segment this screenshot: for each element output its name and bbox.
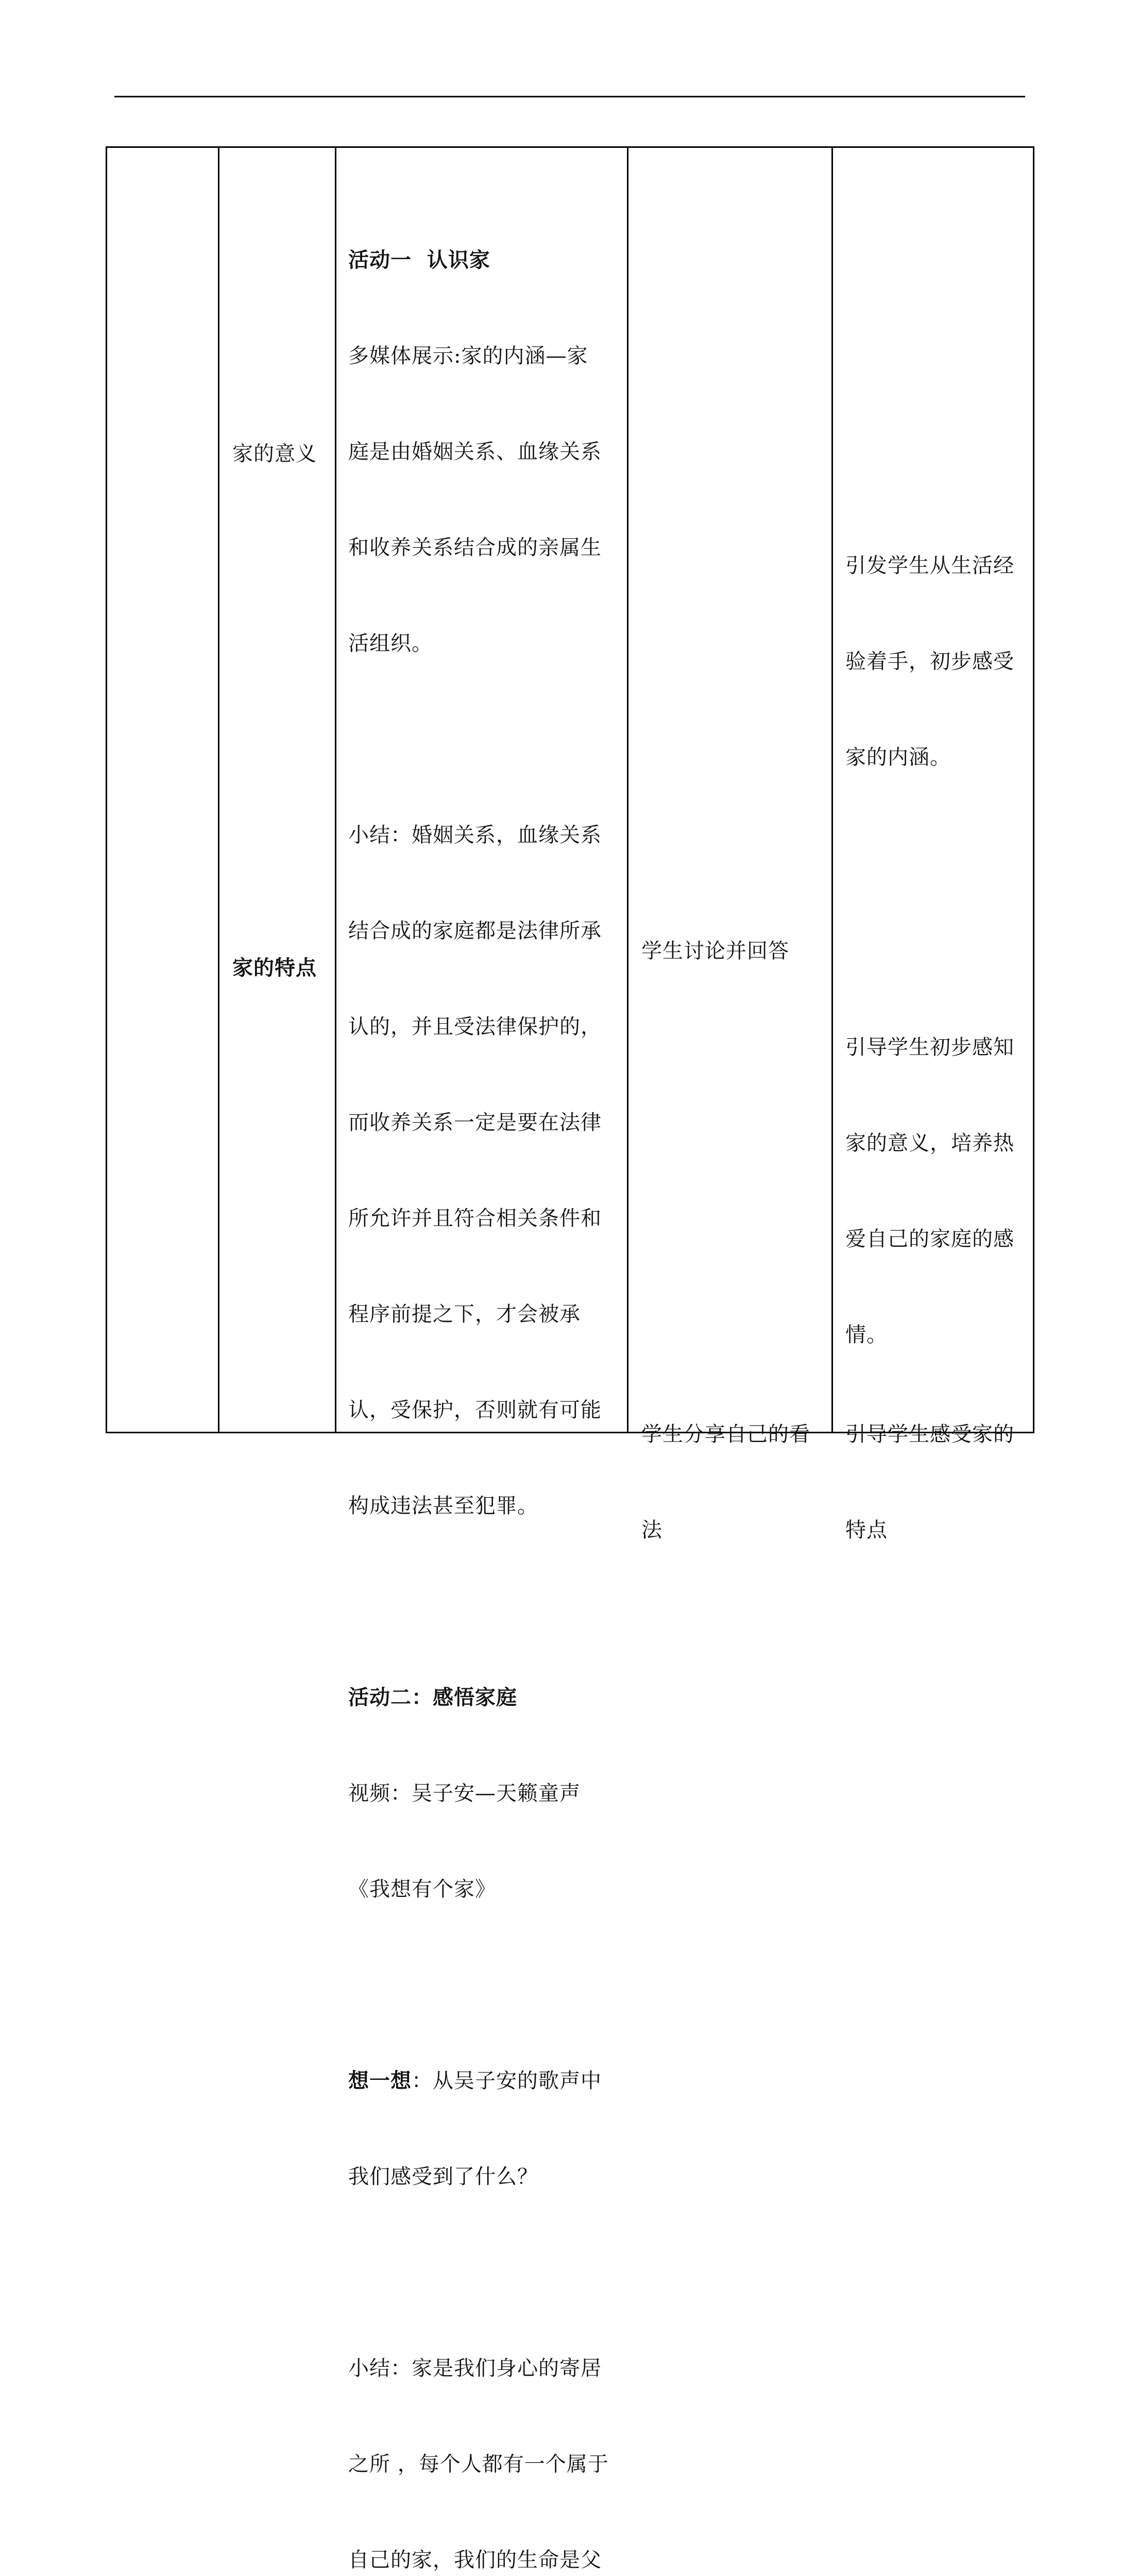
intent-one-line: 引发学生从生活经 [845, 554, 1014, 578]
activity-two-summary-line: 自己的家，我们的生命是父 [348, 2548, 602, 2572]
intent-one [845, 486, 1014, 837]
student-share-line: 学生分享自己的看 [641, 1422, 810, 1446]
student-share [641, 1354, 810, 1610]
intent-two-line: 情。 [845, 1323, 888, 1347]
activity-two-summary-line: 小结：家是我们身心的寄居 [348, 2357, 602, 2380]
column-divider-4 [831, 148, 833, 1432]
activity-two-summary-line: 之所 ，每个人都有一个属于 [348, 2452, 609, 2476]
student-discussion: 学生讨论并回答 [641, 939, 789, 963]
topic-features: 家的特点 [232, 956, 317, 980]
activity-one-summary-line: 程序前提之下，才会被承 [348, 1302, 581, 1326]
activity-one-summary-line: 构成违法甚至犯罪。 [348, 1494, 538, 1518]
think-question-text: ：从吴子安的歌声中 [412, 2069, 602, 2093]
lesson-plan-table [106, 146, 1034, 2572]
intent-one-line: 验着手，初步感受 [845, 650, 1014, 673]
activity-one-summary-line: 所允许并且符合相关条件和 [348, 1207, 602, 1230]
think-label: 想一想 [348, 2069, 412, 2093]
activity-one-line: 和收养关系结合成的亲属生 [348, 536, 602, 560]
activity-one-summary-line: 结合成的家庭都是法律所承 [348, 919, 602, 943]
column-divider-1 [218, 148, 219, 1432]
header-rule [114, 96, 1025, 97]
think-question-line [348, 2065, 609, 2097]
activity-one-summary-line: 小结：婚姻关系，血缘关系 [348, 823, 602, 847]
activity-one-line: 多媒体展示:家的内涵—家 [348, 344, 588, 368]
activity-two-line: 《我想有个家》 [348, 1877, 496, 1901]
intent-three-line: 引导学生感受家的 [845, 1422, 1014, 1446]
activity-two-title: 活动二：感悟家庭 [348, 1685, 517, 1709]
intent-two-line: 家的意义，培养热 [845, 1131, 1014, 1155]
intent-three [845, 1354, 1014, 1610]
intent-one-line: 家的内涵。 [845, 745, 951, 769]
activities-cell [348, 180, 609, 2576]
think-question-line: 我们感受到了什么？ [348, 2165, 538, 2189]
activity-one-title: 活动一 认识家 [348, 248, 490, 272]
column-divider-2 [335, 148, 336, 1432]
student-share-line: 法 [641, 1518, 662, 1542]
activity-one-line: 庭是由婚姻关系、血缘关系 [348, 440, 602, 464]
intent-two-line: 爱自己的家庭的感 [845, 1227, 1014, 1251]
column-divider-3 [627, 148, 628, 1432]
intent-two [845, 968, 1014, 1415]
topic-meaning: 家的意义 [232, 442, 317, 466]
intent-three-line: 特点 [845, 1518, 888, 1542]
intent-two-line: 引导学生初步感知 [845, 1036, 1014, 1059]
activity-one-line: 活组织。 [348, 632, 433, 655]
activity-one-summary-line: 认，受保护，否则就有可能 [348, 1398, 602, 1422]
activity-two-line: 视频：吴子安—天籁童声 [348, 1782, 581, 1805]
activity-one-summary-line: 而收养关系一定是要在法律 [348, 1111, 602, 1134]
activity-one-summary-line: 认的，并且受法律保护的， [348, 1015, 602, 1039]
